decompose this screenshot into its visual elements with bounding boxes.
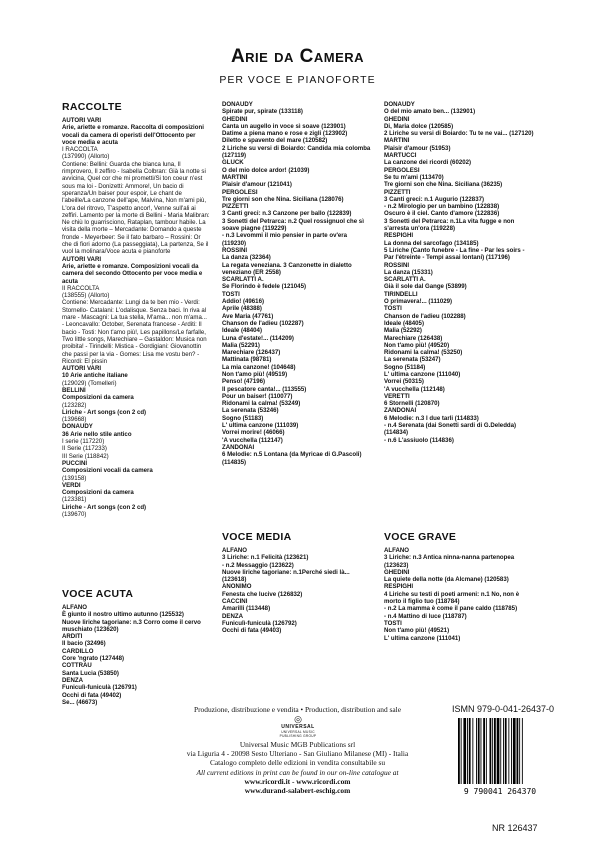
barcode	[452, 716, 548, 796]
page-subtitle: PER VOCE E PIANOFORTE	[219, 74, 376, 86]
work-title: 36 Arie nello stile antico	[62, 430, 132, 438]
composer-name: TIRINDELLI	[384, 290, 418, 298]
work-title: Diletto e spavento del mare (120582)	[222, 137, 328, 145]
work-title: 3 Canti greci: n.1 Augurio (122837)	[384, 195, 485, 203]
work-title: Penso! (47196)	[222, 378, 266, 386]
work-title: Fenesta che lucive (126832)	[222, 590, 303, 598]
work-detail: (123381)	[62, 496, 87, 504]
work-title: Luna d'estate!... (114209)	[222, 334, 294, 342]
work-detail: II RACCOLTA	[62, 284, 100, 292]
composer-name: ZANDONAI	[384, 407, 417, 415]
work-title: Funiculì-funiculà (126792)	[222, 619, 297, 627]
publisher-name: Universal Music MGB Publications srl	[239, 740, 356, 749]
work-title: O del mio amato ben... (132901)	[384, 108, 476, 116]
work-title: Aprile (48388)	[222, 305, 262, 313]
composer-name: ALFANO	[384, 547, 410, 554]
work-detail: III Serie (118842)	[62, 452, 109, 460]
work-title: Liriche - Art songs (con 2 cd)	[62, 503, 147, 511]
ismn-code: ISMN 979-0-041-26437-0	[452, 704, 555, 714]
work-title: La serenata (53246)	[222, 407, 279, 415]
composer-name: TOSTI	[222, 290, 240, 298]
work-title: Canta un augello in voce sì soave (123901)	[222, 122, 346, 130]
catalog-italian: Catalogo completo delle edizioni in vendita consultabile su	[209, 758, 386, 768]
work-title: La serenata (53247)	[384, 356, 441, 364]
work-title: La regata veneziana. 3 Canzonette in dialetto veneziano (ER 2558)	[222, 261, 352, 276]
work-detail: (139670)	[62, 511, 87, 519]
work-detail: (139158)	[62, 474, 87, 482]
composer-name: ANONIMO	[222, 583, 252, 591]
composer-name: DONAUDY	[62, 423, 93, 431]
work-title: - n.6 L'assiuolo (114836)	[384, 436, 454, 444]
work-title: La canzone dei ricordi (60202)	[384, 159, 472, 167]
composer-name: AUTORI VARI	[62, 365, 102, 373]
logo-word: UNIVERSAL	[281, 724, 315, 730]
work-title: Liriche - Art songs (con 2 cd)	[62, 408, 147, 416]
work-title: Marechiare (126438)	[384, 334, 443, 342]
composer-name: GHEDINI	[384, 568, 410, 576]
work-detail: Contiene: Bellini: Guarda che bianca luna, Il rimprovero, Il zeffiro - Isabella Colbran: Già la notte si avvicina, Quel cor che mi prometti/Si ton coeur n'est sous ma loi - Donizetti: Ammore!, Un bacio di speranza/Un baiser pour espoir, Le chant de l'abeille/La canzone dell'ape, Malvina, Non m'ami più, L'ora del ritrovo, T'aspetto ancor!, Venne sull'ali ai zeffiri. Lamento per la morte di Bellini - Maria Malibran: Ne chiù lo guarrisciono, Rataplan, tambour habile. La visita della morte – Mercadante: Domando a queste fronde - Meyerbeer: Se il fato barbaro – Rossini: Or che di fiori adorno (La passeggiata), La partenza, Se il vuol la molinara/Voce acuta e pianoforte	[62, 160, 210, 256]
work-title: Chanson de l'adieu (102287)	[222, 319, 304, 327]
work-title: 6 Stornelli (120870)	[384, 400, 440, 408]
work-title: Addio! (49616)	[222, 298, 264, 306]
work-detail: (138555) (Allorto)	[62, 292, 110, 300]
barcode-digits: 9 790041 264370	[463, 787, 537, 796]
work-title: Già il sole dal Gange (53899)	[384, 283, 467, 291]
work-title: 3 Sonetti del Petrarca: n.2 Quel rossignuol che sì soave piagne (119229)	[222, 217, 364, 233]
work-title: Se tu m'ami (113470)	[384, 173, 444, 181]
work-title: Datime a piena mano e rose e zigli (123902)	[222, 130, 348, 138]
composer-name: GHEDINI	[384, 115, 410, 123]
composer-name: RESPIGHI	[384, 232, 414, 240]
work-title: Vorrei (50315)	[384, 378, 424, 386]
composer-name: TOSTI	[384, 619, 402, 627]
work-title: 5 Liriche (Canto funebre - La fine - Par les soirs - Par l'étreinte - Tempi assai lontani) (117196)	[384, 246, 525, 262]
composer-name: RESPIGHI	[384, 583, 414, 591]
composer-name: ARDITI	[62, 633, 83, 641]
work-title: Vorrei morire! (46066)	[222, 429, 285, 437]
catalog-english: All current editions in print can be found in our on-line catalogue at	[196, 767, 399, 777]
composer-name: ZANDONAI	[222, 443, 255, 451]
work-title: Spirate pur, spirate (133118)	[222, 108, 303, 116]
work-title: Ideale (48404)	[222, 327, 262, 335]
work-title: O del mio dolce ardor! (21039)	[222, 166, 310, 174]
work-title: Oscuro è il ciel. Canto d'amore (122836)	[384, 210, 500, 218]
composer-name: GLUCK	[222, 159, 244, 167]
composer-name: SCARLATTI A.	[222, 276, 264, 284]
composer-name: ROSSINI	[222, 246, 248, 254]
work-title: Plaisir d'amour (51953)	[384, 144, 451, 152]
work-title: Nuove liriche tagoriane: n.1Perché siedi là... (123618)	[222, 568, 350, 584]
column-raccolte	[62, 101, 210, 518]
section-title: VOCE ACUTA	[62, 588, 134, 600]
work-detail: (139668)	[62, 416, 87, 424]
composer-name: PIZZETTI	[222, 203, 249, 211]
work-title: 2 Liriche su versi di Boiardo: Tu te ne vai... (127120)	[384, 130, 534, 138]
work-title: 'A vucchella (112147)	[222, 436, 283, 444]
composer-name: BELLINI	[62, 386, 86, 394]
work-title: 3 Liriche: n.1 Felicità (123621)	[222, 554, 309, 562]
work-title: Il bacio (32496)	[62, 640, 106, 648]
work-title: La danza (32364)	[222, 254, 271, 262]
work-title: Core 'ngrato (127448)	[62, 655, 125, 663]
work-title: Ridonami la calma! (53249)	[222, 400, 301, 408]
work-title: 3 Liriche: n.3 Antica ninna-nanna partenopea (123623)	[384, 554, 515, 569]
work-title: Non t'amo più! (49520)	[384, 341, 450, 349]
composer-name: PERGOLESI	[222, 188, 258, 196]
work-title: Nuove liriche tagoriane: n.3 Corro come il cervo muschiato (123620)	[62, 618, 201, 633]
work-title: Arie, ariette e romanze. Raccolta di composizioni vocali da camera di operisti dell'Ottocento per voce media e acuta	[62, 124, 204, 146]
work-title: 4 Liriche su testi di poeti armeni: n.1 No, non è morto il figlio tuo (118784)	[384, 590, 520, 606]
work-title: - n.2 La mamma è come il pane caldo (118785)	[384, 605, 518, 613]
work-title: - n.2 Mirologio per un bambino (122838)	[384, 203, 500, 211]
composer-name: DENZA	[62, 676, 83, 684]
work-title: Se... (46673)	[62, 698, 98, 706]
work-detail: (137990) (Allorto)	[62, 153, 110, 161]
work-title: È giunto il nostro ultimo autunno (125532)	[62, 611, 184, 619]
work-title: Il pescatore canta!... (113555)	[222, 385, 307, 393]
distribution-line: Produzione, distribuzione e vendita • Production, distribution and sale	[193, 705, 402, 714]
work-title: 6 Melodie: n.5 Lontana (da Myricae di G.Pascoli) (114835)	[222, 451, 362, 466]
logo-subtitle: UNIVERSAL MUSIC PUBLISHING GROUP	[279, 730, 317, 738]
work-title: Pour un baiser! (110077)	[222, 392, 293, 400]
column-voce-media	[222, 531, 372, 635]
universal-logo	[276, 715, 320, 737]
work-title: Amarilli (113448)	[222, 605, 271, 613]
composer-name: SCARLATTI A.	[384, 276, 426, 284]
website-ricordi[interactable]: www.ricordi.it - www.ricordi.com	[244, 776, 351, 786]
work-title: Composizioni da camera	[62, 489, 134, 497]
work-title: Occhi di fata (49402)	[62, 691, 122, 699]
work-title: Marechiare (126437)	[222, 349, 281, 357]
work-title: Occhi di fata (49403)	[222, 627, 282, 635]
work-detail: (123282)	[62, 401, 87, 409]
work-title: Santa Lucia (53850)	[62, 669, 119, 677]
column-voce-grave	[384, 531, 536, 642]
section-title: VOCE MEDIA	[222, 531, 292, 543]
work-title: - n.4 Mattino di luce (118787)	[384, 612, 467, 620]
composer-name: AUTORI VARI	[62, 117, 102, 124]
work-title: Arie, ariette e romanze. Composizioni vocali da camera del secondo Ottocento per voce media e acuta	[62, 262, 203, 285]
website-durand[interactable]: www.durand-salabert-eschig.com	[244, 786, 351, 796]
work-title: Tre giorni son che Nina. Siciliana (36235)	[384, 181, 503, 189]
work-title: Sogno (51183)	[222, 414, 264, 422]
column-middle	[222, 101, 372, 466]
work-detail: (129029) (Tomelleri)	[62, 379, 117, 387]
work-title: Non t'amo più! (49521)	[384, 627, 450, 635]
work-detail: II Serie (117233)	[62, 445, 107, 453]
composer-name: CARDILLO	[62, 647, 94, 655]
composer-name: PIZZETTI	[384, 188, 411, 196]
work-title: Ave Maria (47761)	[222, 312, 274, 320]
work-title: Di, Maria dolce (120585)	[384, 122, 454, 130]
work-detail: I RACCOLTA	[62, 146, 98, 154]
composer-name: CACCINI	[222, 598, 248, 606]
work-title: Ideale (48405)	[384, 319, 424, 327]
work-title: Malia (52291)	[222, 341, 260, 349]
composer-name: AUTORI VARI	[62, 255, 102, 263]
work-title: - n.3 Levommi il mio pensier in parte ov'era (119230)	[222, 232, 348, 247]
work-title: Malia (52292)	[384, 327, 422, 335]
work-title: Composizioni vocali da camera	[62, 467, 153, 475]
work-title: La donna del sarcofago (134185)	[384, 239, 479, 247]
work-title: Funiculì-funiculà (126791)	[62, 684, 137, 692]
composer-name: VERETTI	[384, 392, 410, 400]
composer-name: TOSTI	[384, 305, 402, 313]
composer-name: PUCCINI	[62, 459, 88, 467]
work-title: L' ultima canzone (111039)	[222, 422, 299, 430]
catalog-number: NR 126437	[492, 823, 538, 833]
work-title: 2 Liriche su versi di Boiardo: Candida mia colomba (127119)	[222, 144, 371, 160]
section-title: RACCOLTE	[62, 101, 122, 113]
work-title: 6 Melodie: n.3 I due tarli (114833)	[384, 414, 479, 422]
composer-name: DONAUDY	[222, 101, 253, 108]
work-title: Tre giorni son che Nina. Siciliana (128076)	[222, 195, 344, 203]
work-title: La quiete della notte (da Alcmane) (120583)	[384, 576, 509, 584]
composer-name: MARTINI	[222, 173, 248, 181]
work-title: 3 Canti greci: n.3 Canzone per ballo (122839)	[222, 210, 352, 218]
composer-name: DONAUDY	[384, 101, 415, 108]
work-title: Chanson de l'adieu (102288)	[384, 312, 466, 320]
composer-name: ROSSINI	[384, 261, 410, 269]
page-title: Arie da Camera	[230, 46, 365, 67]
work-title: Plaisir d'amour (121041)	[222, 181, 292, 189]
barcode-bars	[458, 718, 523, 784]
work-title: L' ultima canzone (111041)	[384, 634, 461, 642]
work-title: Sogno (51184)	[384, 363, 426, 371]
composer-name: DENZA	[222, 612, 243, 620]
work-title: La danza (15331)	[384, 268, 433, 276]
work-title: O primavera!... (111029)	[384, 298, 453, 306]
work-detail: Contiene: Mercadante: Lungi da te ben mio - Verdi: Stornello- Catalani: L'odalisque. Senza baci. In riva al mare - Mascagni: La tua stella, M'ama... non m'ama... - Leoncavallo: October, Serenata francese - Arditi: Il bacio - Tosti: Non t'amo più!, Les papillons/Le farfalle, Two little songs, Marechiare – Gastaldon: Musica non proibita! - Tirindelli: Mistica - Gordigiani: Giovanottin che passi per la via - Gomes: Lisa me vostu ben? - Ricordi: El pissin	[62, 299, 207, 365]
column-right	[384, 101, 536, 444]
work-title: 3 Sonetti del Petrarca: n.1La vita fugge e non s'arresta un'ora (119228)	[384, 217, 515, 233]
work-title: Non t'amo più! (49519)	[222, 370, 288, 378]
publisher-info	[160, 740, 435, 795]
composer-name: MARTINI	[384, 137, 410, 145]
work-title: 10 Arie antiche italiane	[62, 372, 128, 380]
composer-name: COTTRAU	[62, 662, 92, 670]
work-title: 'A vucchella (112148)	[384, 385, 445, 393]
work-detail: I serie (117220)	[62, 438, 105, 446]
work-title: L' ultima canzone (111040)	[384, 370, 461, 378]
work-title: Composizioni da camera	[62, 394, 134, 402]
work-title: - n.2 Messaggio (123622)	[222, 561, 294, 569]
composer-name: PERGOLESI	[384, 166, 420, 174]
column-voce-acuta	[62, 588, 210, 706]
composer-name: GHEDINI	[222, 115, 248, 123]
work-title: Mattinata (98781)	[222, 356, 272, 364]
globe-icon: ◎	[294, 714, 302, 724]
composer-name: ALFANO	[62, 604, 88, 611]
work-title: Se Florindo è fedele (121045)	[222, 283, 306, 291]
publisher-address: via Liguria 4 - 20098 Sesto Ulteriano - San Giuliano Milanese (MI) - Italia	[186, 749, 409, 759]
section-title: VOCE GRAVE	[384, 531, 457, 543]
composer-name: MARTUCCI	[384, 152, 417, 160]
composer-name: VERDI	[62, 481, 81, 489]
work-title: La mia canzone! (104648)	[222, 363, 296, 371]
composer-name: ALFANO	[222, 547, 248, 554]
work-title: - n.4 Serenata (dai Sonetti sardi di G.Deledda) (114834)	[384, 422, 517, 437]
work-title: Ridonami la calma! (53250)	[384, 349, 463, 357]
